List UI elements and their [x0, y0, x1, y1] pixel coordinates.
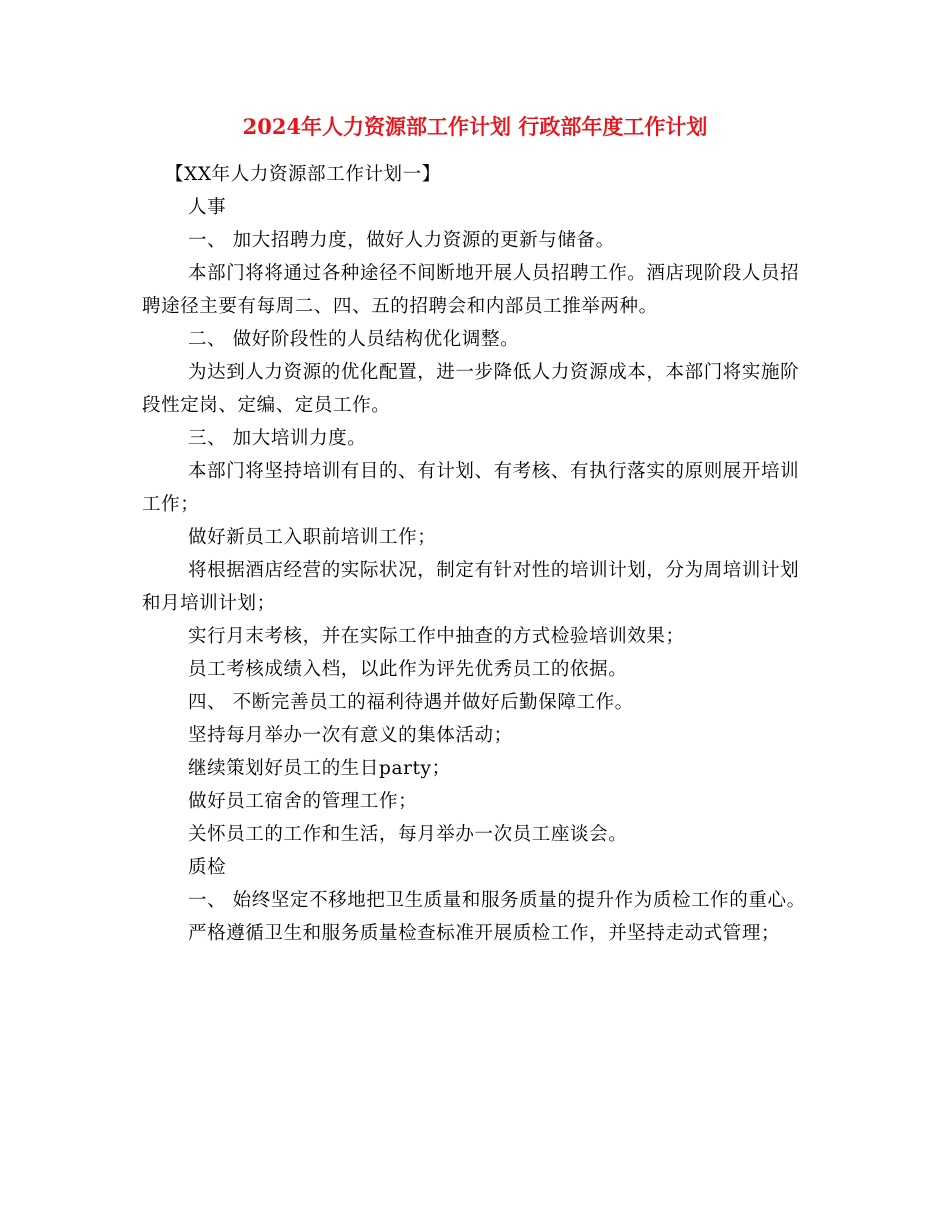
section-heading: 【XX年人力资源部工作计划一】 [165, 164, 441, 185]
paragraph: 严格遵循卫生和服务质量检查标准开展质检工作，并坚持走动式管理； [188, 923, 781, 944]
paragraph: 三、 加大培训力度。 [188, 428, 367, 449]
paragraph: 四、 不断完善员工的福利待遇并做好后勤保障工作。 [188, 692, 634, 713]
paragraph: 质检 [188, 857, 227, 878]
paragraph: 关怀员工的工作和生活，每月举办一次员工座谈会。 [188, 824, 628, 845]
paragraph: 坚持每月举办一次有意义的集体活动； [188, 725, 513, 746]
paragraph: 一、 加大招聘力度，做好人力资源的更新与储备。 [188, 230, 615, 251]
paragraph: 本部门将坚持培训有目的、有计划、有考核、有执行落实的原则展开培训工作； [142, 461, 800, 515]
paragraph: 人事 [188, 197, 227, 218]
paragraph: 员工考核成绩入档，以此作为评先优秀员工的依据。 [188, 659, 628, 680]
paragraph: 继续策划好员工的生日party； [188, 758, 451, 779]
paragraph: 一、 始终坚定不移地把卫生质量和服务质量的提升作为质检工作的重心。 [188, 890, 806, 911]
paragraph: 本部门将将通过各种途径不间断地开展人员招聘工作。酒店现阶段人员招聘途径主要有每周二、四、五的招聘会和内部员工推举两种。 [142, 263, 800, 317]
paragraph: 做好员工宿舍的管理工作； [188, 791, 418, 812]
paragraph: 实行月末考核，并在实际工作中抽查的方式检验培训效果； [188, 626, 685, 647]
document-title: 2024年人力资源部工作计划 行政部年度工作计划 [242, 114, 708, 139]
paragraph: 二、 做好阶段性的人员结构优化调整。 [188, 329, 520, 350]
paragraph: 做好新员工入职前培训工作； [188, 527, 437, 548]
document-body [142, 158, 817, 950]
paragraph: 为达到人力资源的优化配置，进一步降低人力资源成本，本部门将实施阶段性定岗、定编、定员工作。 [142, 362, 800, 416]
paragraph: 将根据酒店经营的实际状况，制定有针对性的培训计划，分为周培训计划和月培训计划； [142, 560, 800, 614]
